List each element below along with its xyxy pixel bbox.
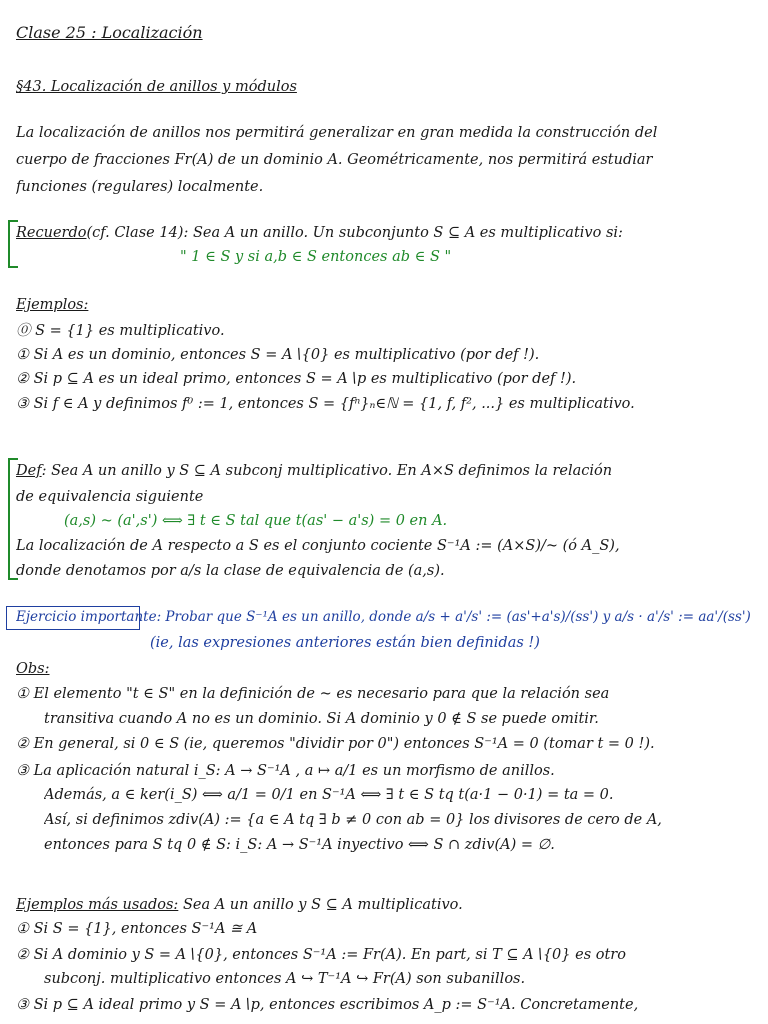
ejemplo-3: ③ Si f ∈ A y definimos f⁰ := 1, entonces S = {fⁿ}ₙ∈ℕ = {1, f, f², ...} es multiplicativo.	[16, 396, 635, 412]
section-heading: §43. Localización de anillos y módulos	[16, 79, 297, 95]
ejercicio-line-2: (ie, las expresiones anteriores están bien definidas !)	[150, 635, 540, 651]
ejercicio-label: Ejercicio importante	[16, 609, 157, 625]
obs-3-cont-2: Así, si definimos zdiv(A) := {a ∈ A tq ∃ b ≠ 0 con ab = 0} los divisores de cero de A,	[44, 812, 662, 828]
ejemplo-0: ⓪ S = {1} es multiplicativo.	[16, 323, 225, 339]
recuerdo-line-2: " 1 ∈ S y si a,b ∈ S entonces ab ∈ S "	[180, 249, 452, 265]
intro-line-1: La localización de anillos nos permitirá generalizar en gran medida la construcción del	[16, 125, 658, 141]
ejemplos2-line: Ejemplos más usados: Sea A un anillo y S ⊆ A multiplicativo.	[16, 897, 463, 913]
recuerdo-label: Recuerdo	[16, 225, 87, 241]
obs-1: ① El elemento "t ∈ S" en la definición de ~ es necesario para que la relación sea	[16, 686, 610, 702]
def-line-5: donde denotamos por a/s la clase de equivalencia de (a,s).	[16, 563, 445, 579]
ejemplo-1: ① Si A es un dominio, entonces S = A∖{0} es multiplicativo (por def !).	[16, 347, 540, 363]
ejemplos2-label: Ejemplos más usados:	[16, 897, 179, 913]
obs-3-cont-3: entonces para S tq 0 ∉ S: i_S: A → S⁻¹A inyectivo ⟺ S ∩ zdiv(A) = ∅.	[44, 837, 555, 853]
obs-2: ② En general, si 0 ∈ S (ie, queremos "dividir por 0") entonces S⁻¹A = 0 (tomar t = 0 !).	[16, 736, 655, 752]
obs-1-cont: transitiva cuando A no es un dominio. Si A dominio y 0 ∉ S se puede omitir.	[44, 711, 599, 727]
def-line-1: Def: Sea A un anillo y S ⊆ A subconj multiplicativo. En A×S definimos la relación	[16, 463, 613, 479]
ejemplo-2: ② Si p ⊆ A es un ideal primo, entonces S = A∖p es multiplicativo (por def !).	[16, 371, 577, 387]
ejercicio-line-1: Ejercicio importante: Probar que S⁻¹A es un anillo, donde a/s + a'/s' := (as'+a's)/(ss') y a/s · a'/s' := aa'/(ss')	[16, 609, 751, 625]
page-title: Clase 25 : Localización	[16, 23, 203, 42]
def-line-3: (a,s) ~ (a',s') ⟺ ∃ t ∈ S tal que t(as' − a's) = 0 en A.	[64, 513, 448, 529]
def-label: Def	[16, 463, 42, 479]
obs-3-cont-1: Además, a ∈ ker(i_S) ⟺ a/1 = 0/1 en S⁻¹A ⟺ ∃ t ∈ S tq t(a·1 − 0·1) = ta = 0.	[44, 787, 614, 803]
obs-label: Obs:	[16, 661, 50, 677]
recuerdo-line-1: Recuerdo(cf. Clase 14): Sea A un anillo. Un subconjunto S ⊆ A es multiplicativo si:	[16, 225, 623, 241]
intro-line-2: cuerpo de fracciones Fr(A) de un dominio A. Geométricamente, nos permitirá estudiar	[16, 152, 653, 168]
intro-line-3: funciones (regulares) localmente.	[16, 179, 264, 195]
ejemplos-label: Ejemplos:	[16, 297, 89, 313]
def-line-2: de equivalencia siguiente	[16, 489, 204, 505]
def-line-4: La localización de A respecto a S es el conjunto cociente S⁻¹A := (A×S)/~ (ó A_S),	[16, 538, 620, 554]
obs-3: ③ La aplicación natural i_S: A → S⁻¹A , a ↦ a/1 es un morfismo de anillos.	[16, 763, 555, 779]
ejemplo2-3: ③ Si p ⊆ A ideal primo y S = A∖p, entonces escribimos A_p := S⁻¹A. Concretamente,	[16, 997, 639, 1013]
ejemplo2-2: ② Si A dominio y S = A∖{0}, entonces S⁻¹A := Fr(A). En part, si T ⊆ A∖{0} es otro	[16, 947, 626, 963]
ejemplo2-1: ① Si S = {1}, entonces S⁻¹A ≅ A	[16, 921, 258, 937]
ejemplo2-2-cont: subconj. multiplicativo entonces A ↪ T⁻¹A ↪ Fr(A) son subanillos.	[44, 971, 526, 987]
